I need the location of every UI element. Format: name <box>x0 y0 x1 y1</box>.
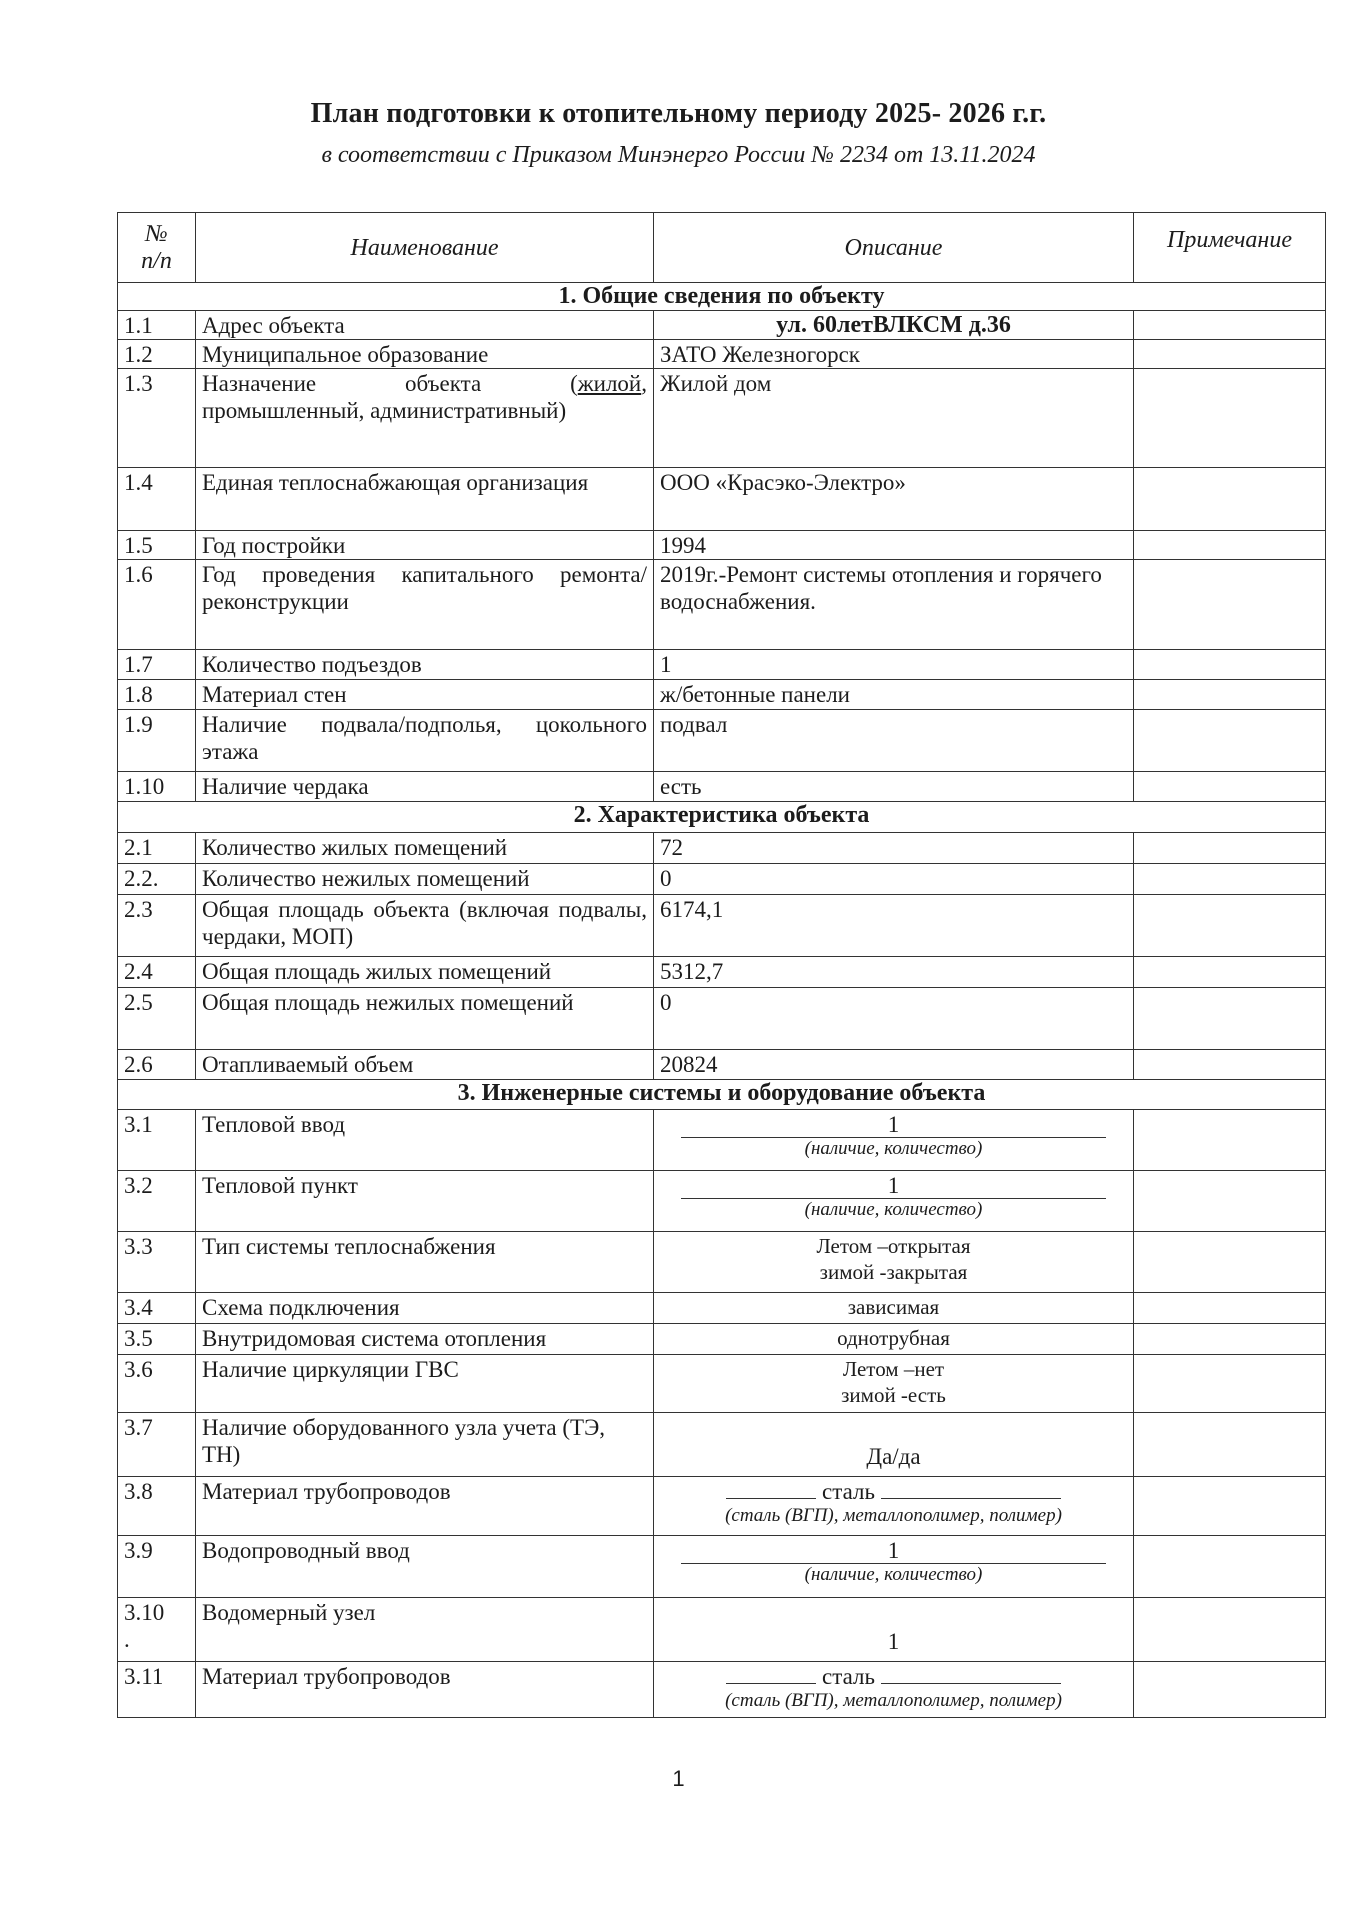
row-name: Внутридомовая система отопления <box>196 1324 654 1355</box>
row-number-part: . <box>124 1627 130 1652</box>
row-value: 6174,1 <box>654 895 1134 957</box>
row-value: ул. 60летВЛКСМ д.36 <box>654 311 1134 340</box>
row-number: 2.4 <box>118 957 196 988</box>
row-number: 3.1 <box>118 1110 196 1171</box>
row-value: 72 <box>654 833 1134 864</box>
row-number: 3.11 <box>118 1662 196 1718</box>
row-value: зависимая <box>654 1293 1134 1324</box>
table-row <box>118 710 1326 772</box>
row-number: 3.5 <box>118 1324 196 1355</box>
table-row <box>118 833 1326 864</box>
row-number: 1.2 <box>118 340 196 369</box>
table-row <box>118 1110 1326 1171</box>
fill-in-field: 1 <box>681 1174 1106 1199</box>
row-name: Единая теплоснабжающая организация <box>196 468 654 531</box>
fill-in-field <box>726 1663 1060 1689</box>
row-value <box>654 1232 1134 1293</box>
row-note <box>1134 1662 1326 1718</box>
row-name: Водопроводный ввод <box>196 1536 654 1598</box>
row-number: 3.9 <box>118 1536 196 1598</box>
row-note <box>1134 468 1326 531</box>
blank-line <box>881 1478 1061 1499</box>
row-note <box>1134 560 1326 650</box>
table-row <box>118 340 1326 369</box>
row-note <box>1134 1110 1326 1171</box>
row-name: Количество подъездов <box>196 650 654 680</box>
row-number: 3.8 <box>118 1477 196 1536</box>
field-hint: (наличие, количество) <box>804 1199 983 1220</box>
table-row <box>118 1293 1326 1324</box>
row-note <box>1134 772 1326 802</box>
row-value: 0 <box>654 988 1134 1050</box>
row-name: Наличие подвала/подполья, цокольного этажа <box>196 710 654 772</box>
page-number: 1 <box>672 1766 685 1791</box>
row-note <box>1134 1536 1326 1598</box>
row-number: 3.4 <box>118 1293 196 1324</box>
table-row <box>118 1477 1326 1536</box>
row-value: ЗАТО Железногорск <box>654 340 1134 369</box>
table-row <box>118 311 1326 340</box>
row-number: 2.5 <box>118 988 196 1050</box>
row-note <box>1134 1050 1326 1080</box>
row-number: 1.4 <box>118 468 196 531</box>
fill-in-value: сталь <box>822 1664 875 1689</box>
fill-in-field <box>726 1478 1060 1504</box>
row-note <box>1134 1477 1326 1536</box>
blank-line <box>726 1663 816 1684</box>
row-name: Общая площадь объекта (включая подвалы, чердаки, МОП) <box>196 895 654 957</box>
row-number: 2.6 <box>118 1050 196 1080</box>
table-row <box>118 369 1326 468</box>
row-value: 0 <box>654 864 1134 895</box>
fill-in-field: 1 <box>681 1539 1106 1564</box>
field-hint: (наличие, количество) <box>804 1138 983 1159</box>
row-value-line: зимой -есть <box>841 1383 946 1407</box>
row-value: Да/да <box>654 1413 1134 1477</box>
row-name-underlined: жилой <box>577 371 642 396</box>
table-row <box>118 772 1326 802</box>
section-title: 3. Инженерные системы и оборудование объекта <box>118 1080 1326 1110</box>
row-name: Муниципальное образование <box>196 340 654 369</box>
row-value <box>654 1662 1134 1718</box>
row-number: 3.7 <box>118 1413 196 1477</box>
table-row <box>118 895 1326 957</box>
table-row <box>118 1324 1326 1355</box>
row-number: 1.1 <box>118 311 196 340</box>
row-value: 1 <box>654 650 1134 680</box>
row-number: 3.3 <box>118 1232 196 1293</box>
row-value: однотрубная <box>654 1324 1134 1355</box>
row-value: 20824 <box>654 1050 1134 1080</box>
document-title: План подготовки к отопительному периоду 2025- 2026 г.г. <box>310 98 1047 129</box>
row-note <box>1134 957 1326 988</box>
table-row <box>118 988 1326 1050</box>
table-row <box>118 957 1326 988</box>
row-value-line: зимой -закрытая <box>819 1260 968 1284</box>
column-header-num <box>118 213 196 283</box>
row-name: Схема подключения <box>196 1293 654 1324</box>
row-number: 2.1 <box>118 833 196 864</box>
row-value: Жилой дом <box>654 369 1134 468</box>
section-row <box>118 802 1326 833</box>
row-value: ж/бетонные панели <box>654 680 1134 710</box>
row-note <box>1134 340 1326 369</box>
row-number: 1.8 <box>118 680 196 710</box>
fill-in-value: сталь <box>822 1479 875 1504</box>
row-value <box>654 1110 1134 1171</box>
row-name: Материал стен <box>196 680 654 710</box>
row-value <box>654 1536 1134 1598</box>
row-note <box>1134 988 1326 1050</box>
row-number: 1.6 <box>118 560 196 650</box>
table-row <box>118 560 1326 650</box>
row-number: 1.5 <box>118 531 196 560</box>
row-name: Общая площадь нежилых помещений <box>196 988 654 1050</box>
row-value-line: Летом –нет <box>842 1357 945 1381</box>
row-value: ООО «Красэко-Электро» <box>654 468 1134 531</box>
table-row <box>118 650 1326 680</box>
field-hint: (сталь (ВГП), металлополимер, полимер) <box>725 1690 1062 1711</box>
row-number <box>118 1598 196 1662</box>
column-header-name: Наименование <box>196 213 654 283</box>
table-row <box>118 531 1326 560</box>
row-number: 1.9 <box>118 710 196 772</box>
table-header-row <box>118 213 1326 283</box>
row-value <box>654 1477 1134 1536</box>
table-row <box>118 1598 1326 1662</box>
row-name: Наличие циркуляции ГВС <box>196 1355 654 1413</box>
table-row <box>118 1662 1326 1718</box>
row-name <box>196 369 654 468</box>
row-name-part: Назначение объекта ( <box>202 371 578 396</box>
plan-table <box>117 212 1326 1718</box>
table-row <box>118 680 1326 710</box>
row-note <box>1134 864 1326 895</box>
row-name: Год постройки <box>196 531 654 560</box>
row-number: 2.3 <box>118 895 196 957</box>
row-note <box>1134 1598 1326 1662</box>
section-row <box>118 1080 1326 1110</box>
row-number: 1.7 <box>118 650 196 680</box>
table-row <box>118 1050 1326 1080</box>
row-note <box>1134 650 1326 680</box>
row-name: Количество нежилых помещений <box>196 864 654 895</box>
column-header-num-top: № <box>145 221 168 247</box>
row-number: 1.10 <box>118 772 196 802</box>
row-name: Материал трубопроводов <box>196 1477 654 1536</box>
section-title: 1. Общие сведения по объекту <box>118 283 1326 311</box>
row-value: есть <box>654 772 1134 802</box>
column-header-description: Описание <box>654 213 1134 283</box>
row-number-part: 3.10 <box>124 1600 165 1625</box>
row-note <box>1134 1171 1326 1232</box>
row-note <box>1134 833 1326 864</box>
row-value: 1994 <box>654 531 1134 560</box>
section-row <box>118 283 1326 311</box>
row-note <box>1134 1232 1326 1293</box>
table-row <box>118 468 1326 531</box>
document-subtitle: в соответствии с Приказом Минэнерго России № 2234 от 13.11.2024 <box>321 142 1036 168</box>
blank-line <box>726 1478 816 1499</box>
row-name-part: , промышленный, административный) <box>202 371 647 423</box>
row-note <box>1134 1355 1326 1413</box>
row-name: Отапливаемый объем <box>196 1050 654 1080</box>
row-note <box>1134 369 1326 468</box>
row-number: 3.2 <box>118 1171 196 1232</box>
row-name: Наличие оборудованного узла учета (ТЭ, ТН) <box>196 1413 654 1477</box>
row-note <box>1134 1293 1326 1324</box>
row-name: Водомерный узел <box>196 1598 654 1662</box>
row-name: Тепловой ввод <box>196 1110 654 1171</box>
section-title: 2. Характеристика объекта <box>118 802 1326 833</box>
table-row <box>118 864 1326 895</box>
row-number: 2.2. <box>118 864 196 895</box>
table-row <box>118 1536 1326 1598</box>
row-name: Тип системы теплоснабжения <box>196 1232 654 1293</box>
row-name: Адрес объекта <box>196 311 654 340</box>
row-value: 5312,7 <box>654 957 1134 988</box>
row-note <box>1134 531 1326 560</box>
row-value: 2019г.-Ремонт системы отопления и горячего водоснабжения. <box>654 560 1134 650</box>
table-row <box>118 1413 1326 1477</box>
row-value <box>654 1171 1134 1232</box>
row-name: Материал трубопроводов <box>196 1662 654 1718</box>
table-row <box>118 1171 1326 1232</box>
row-name: Количество жилых помещений <box>196 833 654 864</box>
row-name: Год проведения капитального ремонта/реконструкции <box>196 560 654 650</box>
column-header-note: Примечание <box>1134 213 1326 283</box>
row-note <box>1134 311 1326 340</box>
row-number: 3.6 <box>118 1355 196 1413</box>
row-note <box>1134 1413 1326 1477</box>
row-note <box>1134 895 1326 957</box>
table-row <box>118 1232 1326 1293</box>
row-value <box>654 1355 1134 1413</box>
row-note <box>1134 680 1326 710</box>
row-name: Тепловой пункт <box>196 1171 654 1232</box>
table-row <box>118 1355 1326 1413</box>
row-value-line: Летом –открытая <box>816 1234 971 1258</box>
row-note <box>1134 1324 1326 1355</box>
column-header-num-bottom: п/п <box>141 248 172 274</box>
fill-in-field: 1 <box>681 1113 1106 1138</box>
field-hint: (наличие, количество) <box>804 1564 983 1585</box>
field-hint: (сталь (ВГП), металлополимер, полимер) <box>725 1505 1062 1526</box>
row-number: 1.3 <box>118 369 196 468</box>
row-value: 1 <box>654 1598 1134 1662</box>
row-note <box>1134 710 1326 772</box>
row-value: подвал <box>654 710 1134 772</box>
blank-line <box>881 1663 1061 1684</box>
row-name: Общая площадь жилых помещений <box>196 957 654 988</box>
row-name: Наличие чердака <box>196 772 654 802</box>
